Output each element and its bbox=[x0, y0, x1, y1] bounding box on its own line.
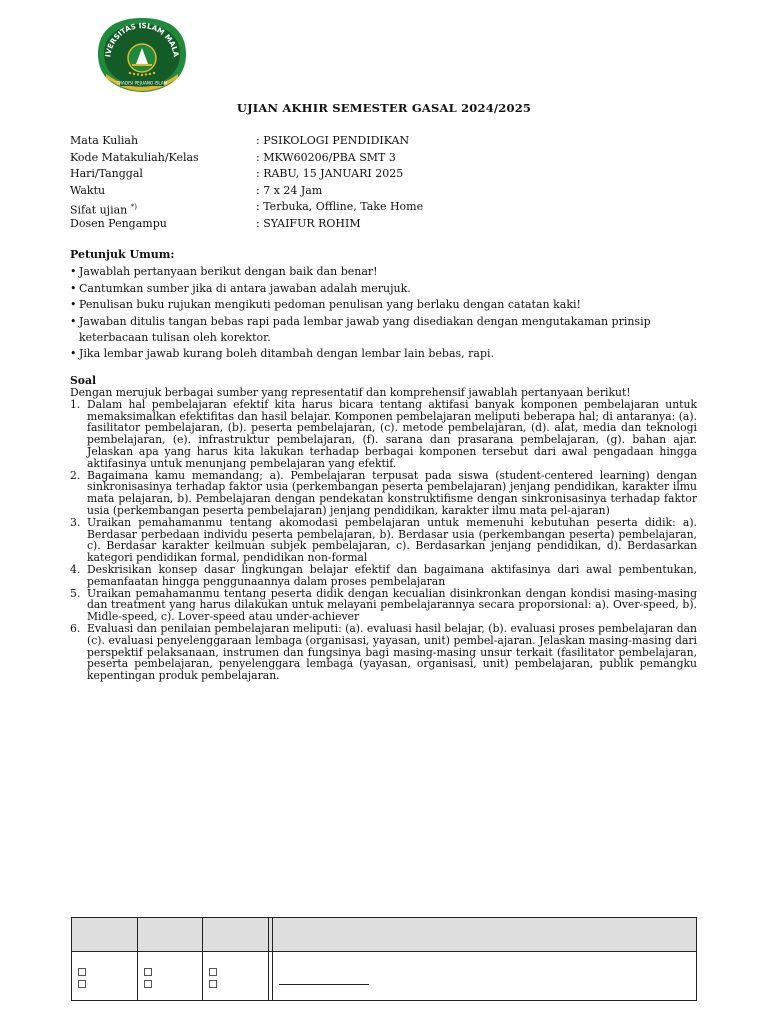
instruction-item bbox=[70, 346, 710, 362]
question-number: 3. bbox=[70, 515, 81, 529]
instruction-text: Cantumkan sumber jika di antara jawaban adalah merujuk. bbox=[79, 281, 411, 295]
instruction-text: Jika lembar jawab kurang boleh ditambah dengan lembar lain bebas, rapi. bbox=[79, 347, 495, 360]
checkbox[interactable] bbox=[209, 968, 217, 976]
questions-section bbox=[70, 374, 697, 682]
info-label: Dosen Pengampu bbox=[70, 216, 167, 230]
instruction-item bbox=[70, 281, 710, 297]
approval-header-cell bbox=[137, 918, 203, 952]
question-text: Deskrisikan konsep dasar lingkungan belajar efektif dan bagaimana aktifasinya dari awal pembentukan, pemanfaatan hingga penggunaannya dalam proses pembelajaran bbox=[87, 562, 697, 588]
info-value: : 7 x 24 Jam bbox=[256, 183, 323, 197]
instruction-item bbox=[70, 297, 710, 313]
approval-header-cell bbox=[273, 918, 697, 952]
approval-body-row bbox=[72, 952, 697, 1001]
info-label-wrap bbox=[70, 199, 256, 216]
question-item bbox=[70, 470, 697, 517]
bullet-icon: • bbox=[70, 347, 77, 360]
question-item bbox=[70, 564, 697, 588]
approval-cell bbox=[273, 952, 697, 1001]
general-instructions bbox=[70, 247, 710, 363]
info-value: : PSIKOLOGI PENDIDIKAN bbox=[256, 134, 410, 147]
info-value: : RABU, 15 JANUARI 2025 bbox=[256, 167, 404, 180]
question-item bbox=[70, 399, 697, 470]
signature-line bbox=[279, 984, 369, 985]
bullet-icon: • bbox=[70, 298, 77, 311]
info-label: Sifat ujian bbox=[70, 203, 128, 217]
checkbox[interactable] bbox=[144, 968, 152, 976]
checkbox[interactable] bbox=[78, 968, 86, 976]
question-text: Uraikan pemahamanmu tentang peserta didik dengan kecualian disinkronkan dengan kondisi masing-masing dan treatment yang harus dilakukan untuk melayani pembelajarannya secara proporsional: a). Over-speed, b). Midle-speed, c). Lover-speed atau under-achiever bbox=[87, 586, 697, 624]
info-row-course bbox=[70, 133, 423, 150]
approval-table bbox=[71, 917, 697, 1001]
question-number: 4. bbox=[70, 562, 81, 576]
info-row-date bbox=[70, 166, 423, 183]
bullet-icon: • bbox=[70, 265, 77, 278]
instruction-item bbox=[70, 264, 710, 280]
info-value: : Terbuka, Offline, Take Home bbox=[256, 200, 424, 213]
instruction-item bbox=[70, 314, 710, 346]
approval-header-cell bbox=[72, 918, 138, 952]
logo-motto: TRADISI PEJUANG ISLAM bbox=[116, 80, 168, 86]
question-text: Uraikan pemahamanmu tentang akomodasi pembelajaran untuk memenuhi kebutuhan peserta didik: a). Berdasar perbedaan individu peserta pembelajaran, b). Berdasar usia (perkembangan peserta) pembelajaran, c). Berdasar karakter keilmuan subjek pembelajaran, c). Berdasarkan jenjang pendidikan, d). Berdasarkan kategori pendidikan formal, pendidikan non-formal bbox=[87, 515, 697, 565]
question-number: 5. bbox=[70, 586, 81, 600]
approval-header-cell bbox=[203, 918, 269, 952]
approval-cell bbox=[137, 952, 203, 1001]
bullet-icon: • bbox=[70, 314, 77, 328]
info-value: : MKW60206/PBA SMT 3 bbox=[256, 150, 396, 164]
question-text: Evaluasi dan penilaian pembelajaran meliputi: (a). evaluasi hasil belajar, (b). evaluasi proses pembelajaran dan (c). evaluasi penyelenggaraan lembaga (organisasi, yayasan, unit) pembel-ajaran. Jelaskan masing-masing dari perspektif pelaksanaan, instrumen dan fungsinya bagi masing-masing unsur terkait (fasilitator pembelajaran, peserta pembelajaran, penyelenggara lembaga (yayasan, organisasi, unit) pembelajaran, publik pemangku kepentingan produk pembelajaran. bbox=[87, 621, 697, 683]
approval-header-row bbox=[72, 918, 697, 952]
question-text: Dalam hal pembelajaran efektif kita harus bicara tentang aktifasi banyak komponen pembelajaran untuk memaksimalkan efektifitas dan hasil belajar. Komponen pembelajaran meliputi beberapa hal; di antaranya: (a). fasilitator pembelajaran, (b). peserta pembelajaran, (c). metode pembelajaran, (d). alat, media dan teknologi pembelajaran, (e). infrastruktur pembelajaran, (f). sarana dan prasarana pembelajaran, (g). bahan ajar. Jelaskan apa yang harus kita lakukan terhadap berbagai komponen tersebut dari awal pengadaan hingga aktifasinya untuk menunjang pembelajaran yang efektif. bbox=[87, 397, 697, 470]
checkbox[interactable] bbox=[144, 980, 152, 988]
instruction-text: Jawaban ditulis tangan bebas rapi pada lembar jawab yang disediakan dengan mengutakaman prinsip keterbacaan tulisan oleh korektor. bbox=[79, 314, 651, 344]
checkbox[interactable] bbox=[78, 980, 86, 988]
question-item bbox=[70, 623, 697, 682]
question-number: 2. bbox=[70, 468, 81, 482]
info-row-code bbox=[70, 150, 423, 167]
info-label-sup: *) bbox=[130, 203, 137, 211]
checkbox[interactable] bbox=[209, 980, 217, 988]
approval-cell bbox=[203, 952, 269, 1001]
university-logo bbox=[96, 16, 188, 96]
info-row-lecturer bbox=[70, 216, 423, 233]
questions-intro: Dengan merujuk berbagai sumber yang representatif dan komprehensif jawablah pertanyaan berikut! bbox=[70, 386, 631, 399]
approval-cell bbox=[72, 952, 138, 1001]
questions-heading: Soal bbox=[70, 374, 97, 387]
info-value: : SYAIFUR ROHIM bbox=[256, 216, 361, 230]
bullet-icon: • bbox=[70, 281, 77, 295]
instruction-text: Jawablah pertanyaan berikut dengan baik dan benar! bbox=[79, 265, 378, 278]
page-title: UJIAN AKHIR SEMESTER GASAL 2024/2025 bbox=[236, 101, 532, 115]
instruction-text: Penulisan buku rujukan mengikuti pedoman penulisan yang berlaku dengan catatan kaki! bbox=[79, 298, 581, 311]
info-label: Kode Matakuliah/Kelas bbox=[70, 150, 199, 164]
question-item bbox=[70, 517, 697, 564]
question-number: 6. bbox=[70, 621, 81, 635]
instructions-heading: Petunjuk Umum: bbox=[70, 248, 175, 261]
info-label: Hari/Tanggal bbox=[70, 167, 143, 180]
exam-info bbox=[70, 133, 423, 232]
logo-arc-text: IVERSITAS ISLAM MALA bbox=[103, 20, 181, 58]
info-row-time bbox=[70, 183, 423, 200]
info-row-nature bbox=[70, 199, 423, 216]
question-number: 1. bbox=[70, 397, 81, 411]
logo-emblem-icon bbox=[96, 16, 188, 96]
info-label: Waktu bbox=[70, 183, 106, 197]
question-text: Bagaimana kamu memandang; a). Pembelajaran terpusat pada siswa (student-centered learning) dengan sinkronisasinya terhadap faktor usia (perkembangan peserta pembelajaran) jenjang pendidikan, karakter ilmu mata pelajaran, b). Pembelajaran dengan pendekatan konstruktifisme dengan sinkronisasinya terhadap faktor usia (perkembangan peserta pembelajaran) jenjang pendidikan, karakter ilmu mata pel-ajaran) bbox=[87, 468, 697, 517]
question-item bbox=[70, 588, 697, 623]
info-label: Mata Kuliah bbox=[70, 134, 139, 147]
